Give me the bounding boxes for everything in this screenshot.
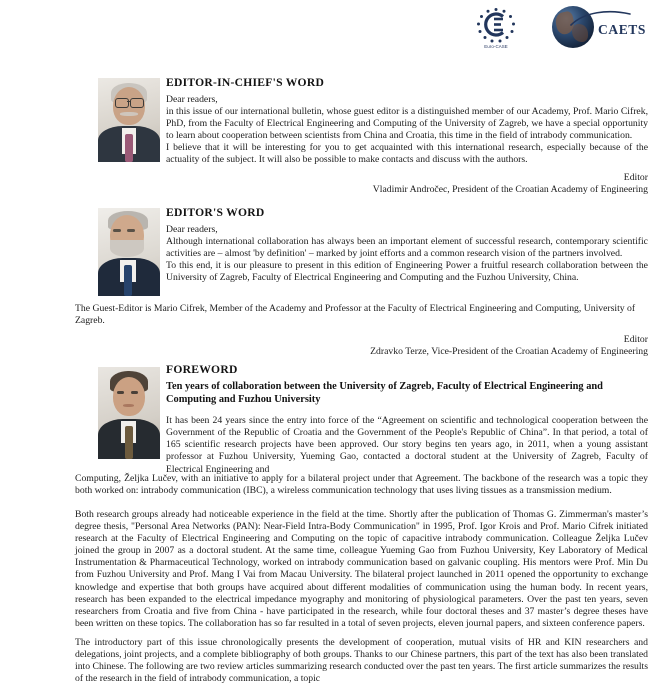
foreword-title: FOREWORD — [166, 363, 238, 376]
portrait-editor — [98, 208, 160, 296]
foreword-continued-text: Computing, Željka Lučev, with an initiative to apply for a bilateral project under that Agreement. The backbone of the research was a topic they both worked on: intrabody communication (IBC), a wireless communication technology that uses living tissues as a transmission medium. — [75, 473, 648, 497]
editors-word-paragraph-2: To this end, it is our pleasure to present in this edition of Engineering Power a fruitful research collaboration between the University of Zagreb, Faculty of Electrical Engineering and Computing and the Fuzhou University, China. — [166, 260, 648, 284]
foreword-subtitle: Ten years of collaboration between the University of Zagreb, Faculty of Electrical Engineering and Computing and Fuzhou University — [166, 381, 603, 405]
euro-case-logo-caption: Euro-CASE — [484, 44, 508, 49]
editor-in-chief-signature-role: Editor — [623, 171, 648, 183]
portrait-foreword-author — [98, 367, 160, 459]
masthead — [0, 0, 658, 58]
caets-logo-text: CAETS — [598, 22, 647, 37]
editor-in-chief-greeting: Dear readers, — [166, 94, 218, 105]
editors-word-paragraph-1: Although international collaboration has always been an important element of successful research, contemporary scientific activities are – almost 'by definition' – marked by joint efforts and a common research vision of the partners involved. — [166, 236, 648, 260]
section-editors-word — [166, 206, 648, 284]
portrait-editor-in-chief — [98, 78, 160, 162]
editors-word-title: EDITOR'S WORD — [166, 206, 265, 219]
caets-logo — [552, 6, 652, 52]
editors-word-signature-role: Editor — [623, 334, 648, 345]
editors-word-signature — [166, 334, 648, 359]
editor-in-chief-signature-name: Vladimir Andročec, President of the Croatian Academy of Engineering — [372, 183, 648, 195]
editor-in-chief-title: EDITOR-IN-CHIEF'S WORD — [166, 76, 325, 89]
section-editor-in-chief — [166, 76, 648, 196]
editors-word-signature-name: Zdravko Terze, Vice-President of the Croatian Academy of Engineering — [370, 346, 648, 358]
foreword-paragraph-1: Both research groups already had noticeable experience in the field at the time. Shortly after the publication of Thomas G. Zimmerman's master’s degree thesis, "Personal Area Networks (PAN): Near-Field Intra-Body Communication" in 1995, Prof. Igor Krois and Prof. Mario Cifrek initiated research at the Faculty of Electrical Engineering and Computing on the topic of capacitive intrabody communication. Colleague Željka Lučev joined the group in 2007 as a doctoral student. At the same time, colleague Yueming Gao from Fuzhou University, Key Laboratory of Medical Instrumentation & Pharmaceutical Technology, worked on intrabody communication based on galvanic coupling. His mentors were Prof. Min Du from Fuzhou University and Prof. Mang I Vai from Macau University. The bilateral project launched in 2011 opened the opportunity to exchange knowledge and expertise that both groups have acquired about different modalities of communication using the human body. In recent years, research has been expanded to the electrical impedance myography and monitoring of physiological parameters. Over the past ten years, seven researchers from Croatia and five from China - have participated in the research, while four doctoral theses and 37 master’s degree theses have been written on these topics. The collaboration has so far resulted in a total of seven projects, eleven journal papers, and sixteen conference papers. — [75, 509, 648, 629]
editor-in-chief-paragraph-1: in this issue of our international bulletin, whose guest editor is a distinguished member of our Academy, Prof. Mario Cifrek, PhD, from the Faculty of Electrical Engineering and Computing of the University of Zagreb, we have a special opportunity to learn about cooperation between scientists from China and Croatia, this time in the field of intrabody communication. — [166, 106, 648, 142]
section-foreword — [166, 363, 648, 476]
editors-word-greeting: Dear readers, — [166, 224, 218, 235]
foreword-continued-paragraph — [75, 473, 648, 497]
foreword-body — [75, 509, 648, 685]
foreword-paragraph-2: The introductory part of this issue chronologically presents the development of cooperation, mutual visits of HR and KIN researchers and delegations, joint projects, and a complete bibliography of both groups. Thanks to our Chinese partners, this part of the text has also been translated into Chinese. The following are two review articles summarizing research conducted over the past ten years. The first article summarizes the results of the research in the field of intrabody communication, a topic — [75, 636, 648, 685]
editor-in-chief-paragraph-2: I believe that it will be interesting for you to get acquainted with this international research, especially because of the actuality of the subject. It will also be possible to make contacts and discuss with the authors. — [166, 142, 648, 166]
editors-word-guest-editor-note — [75, 303, 648, 327]
foreword-indented-paragraph: It has been 24 years since the entry into force of the “Agreement on scientific and technological cooperation between the Government of the Republic of Croatia and the Government of the People's Republic of China”. In that period, a total of 165 scientific research projects have been approved. Our story begins ten years ago, in 2011, when a young assistant professor at Fuzhou University, Yueming Gao, contacted a doctoral student at the University of Zagreb, Faculty of Electrical Engineering and — [166, 415, 648, 475]
guest-editor-note-text: The Guest-Editor is Mario Cifrek, Member of the Academy and Professor at the Faculty of Electrical Engineering and Computing, University of Zagreb. — [75, 303, 636, 327]
